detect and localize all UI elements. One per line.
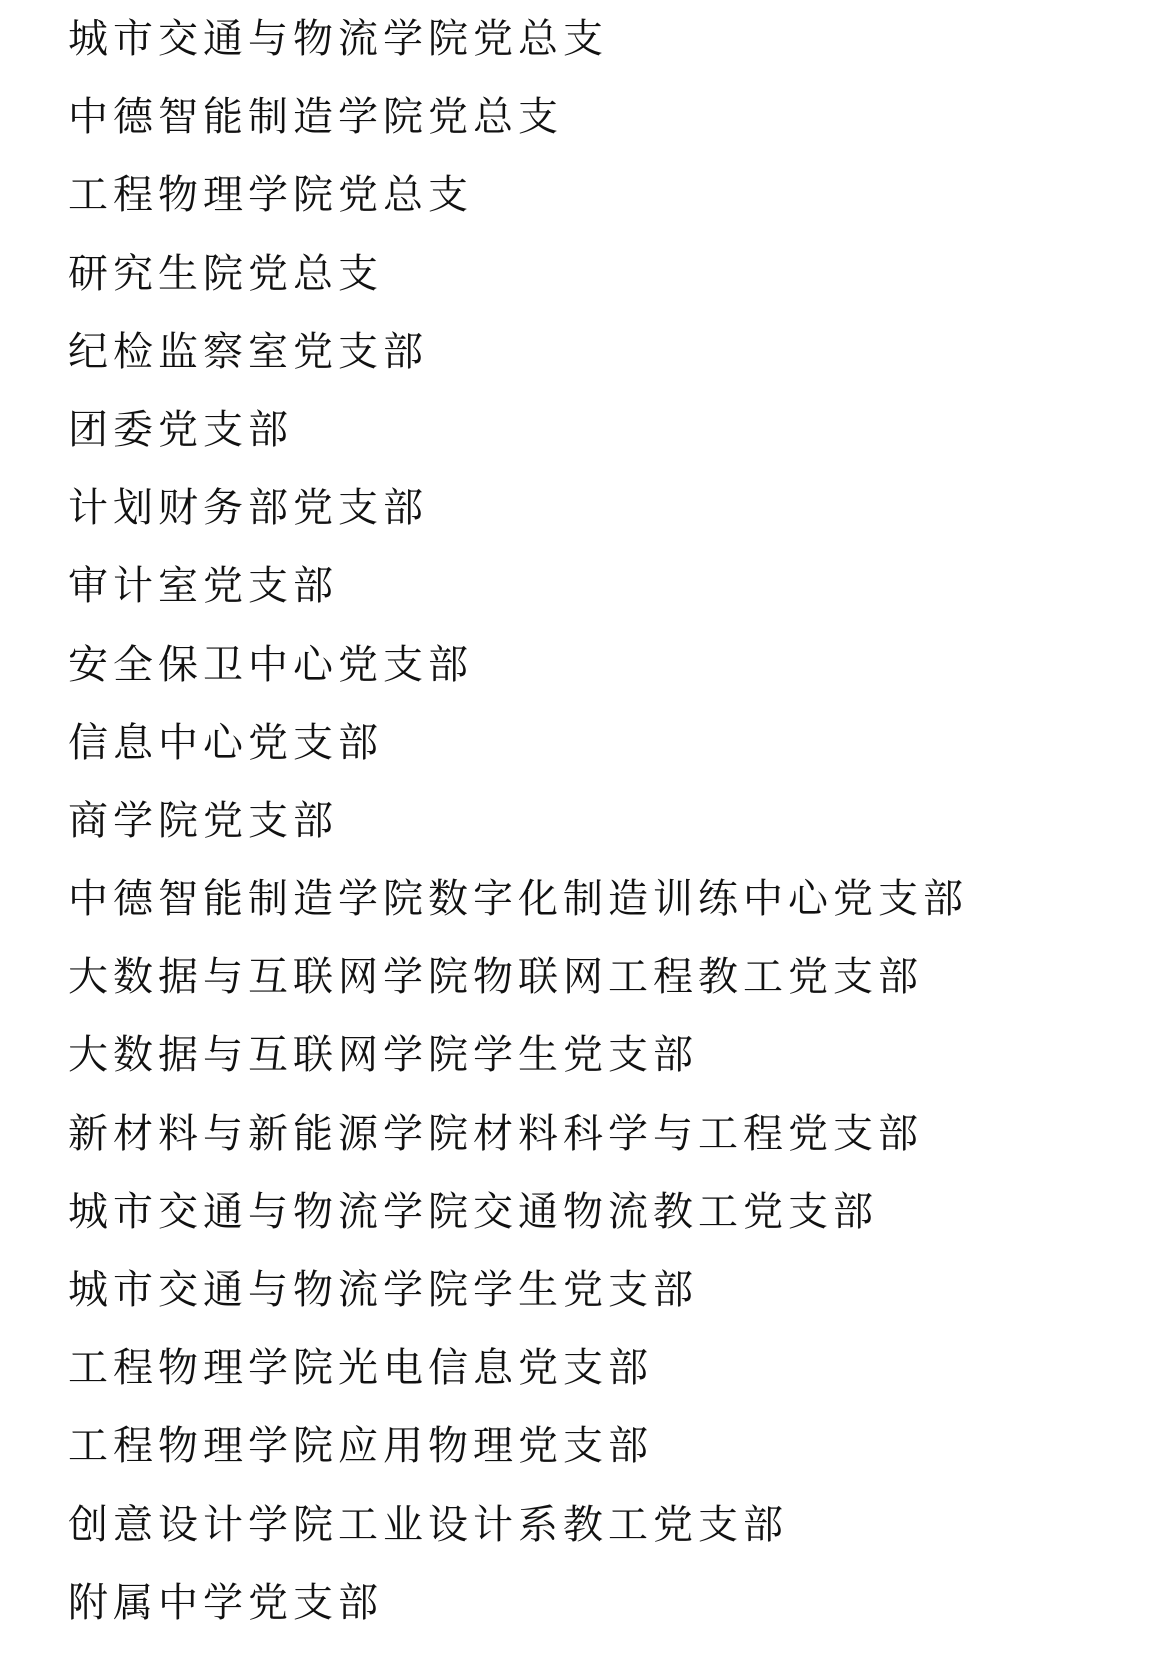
list-item: 大数据与互联网学院学生党支部: [68, 1032, 698, 1079]
list-item: 城市交通与物流学院党总支: [68, 16, 608, 62]
list-item: 工程物理学院应用物理党支部: [68, 1423, 653, 1470]
list-item: 创意设计学院工业设计系教工党支部: [68, 1501, 788, 1548]
list-item: 附属中学党支部: [68, 1579, 383, 1626]
list-item: 城市交通与物流学院学生党支部: [68, 1267, 698, 1313]
list-item: 安全保卫中心党支部: [68, 641, 473, 688]
list-item: 大数据与互联网学院物联网工程教工党支部: [68, 954, 923, 1001]
list-item: 工程物理学院光电信息党支部: [68, 1345, 653, 1392]
list-item: 审计室党支部: [68, 563, 338, 610]
organization-list: [68, 9, 968, 1651]
list-item: 计划财务部党支部: [68, 485, 428, 532]
list-item: 研究生院党总支: [68, 250, 383, 297]
list-item: 商学院党支部: [68, 797, 338, 844]
list-item: 中德智能制造学院党总支: [68, 94, 563, 141]
list-item: 中德智能制造学院数字化制造训练中心党支部: [68, 876, 968, 923]
list-item: 城市交通与物流学院交通物流教工党支部: [68, 1188, 878, 1235]
list-item: 信息中心党支部: [68, 719, 383, 766]
list-item: 工程物理学院党总支: [68, 172, 473, 219]
list-item: 纪检监察室党支部: [68, 328, 428, 375]
list-item: 新材料与新能源学院材料科学与工程党支部: [68, 1110, 923, 1157]
list-item: 团委党支部: [68, 406, 293, 453]
